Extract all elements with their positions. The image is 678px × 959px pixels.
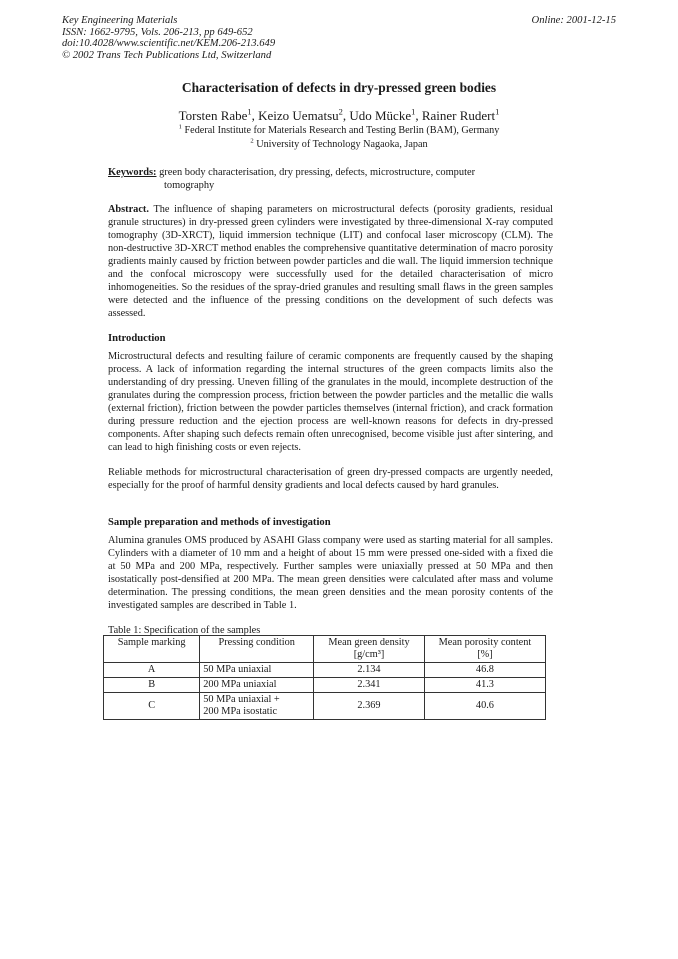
affiliation xyxy=(0,124,678,137)
header-porosity-label: Mean porosity content xyxy=(438,637,532,648)
author-name: Torsten Rabe xyxy=(178,108,248,123)
affiliation-mark: 2 xyxy=(250,137,254,145)
keywords-label: Keywords: xyxy=(108,167,157,178)
table-row xyxy=(104,678,546,693)
introduction-paragraph: Microstructural defects and resulting failure of ceramic components are frequently caused by the shaping process. A lack of information regarding the internal structures of the green compacts limits also the understanding of dry pressing. Uneven filling of the granulates in the mould, incomplete destruction of the granulates during the compression process, friction between the powder particles and the metallic die walls (external friction), friction between the powder particles themselves (internal friction), and crack formation during pressure reduction and the ejection process are well-known reasons for defects in dry-pressed components. After shaping such defects remain often unrecognised, become visible just after sintering, and can lead to high finishing costs or even rejects. xyxy=(108,351,553,453)
online-date: Online: 2001-12-15 xyxy=(531,15,616,26)
table-row xyxy=(104,693,546,720)
journal-name: Key Engineering Materials xyxy=(62,15,178,26)
cell-porosity: 41.3 xyxy=(424,678,545,693)
author-name: Keizo Uematsu xyxy=(258,108,339,123)
cell-pressing-condition-line: 50 MPa uniaxial + xyxy=(203,694,280,705)
header-density-unit: [g/cm³] xyxy=(353,649,385,660)
cell-sample-marking: C xyxy=(104,693,200,720)
copyright-line: © 2002 Trans Tech Publications Ltd, Switzerland xyxy=(62,49,272,61)
keywords-text-continued: tomography xyxy=(164,180,215,192)
table-header-row xyxy=(104,636,546,663)
paper-title: Characterisation of defects in dry-pressed green bodies xyxy=(181,80,497,95)
affiliation-mark: 1 xyxy=(178,123,182,131)
author-affil-mark: 1 xyxy=(411,106,416,117)
abstract xyxy=(108,204,553,321)
table-row xyxy=(104,663,546,678)
affiliation-text: Federal Institute for Materials Research and Testing Berlin (BAM), Germany xyxy=(184,125,500,136)
header-mean-green-density xyxy=(314,636,425,663)
cell-density: 2.134 xyxy=(314,663,425,678)
cell-porosity: 46.8 xyxy=(424,663,545,678)
cell-sample-marking: B xyxy=(104,678,200,693)
section-heading-introduction: Introduction xyxy=(108,333,166,344)
cell-pressing-condition xyxy=(200,693,314,720)
introduction-paragraph: Reliable methods for microstructural characterisation of green dry-pressed compacts are urgently needed, especially for the proof of harmful density gradients and local defects caused by hard granules. xyxy=(108,467,553,491)
affiliation xyxy=(0,138,678,151)
author-name: Udo Mücke xyxy=(349,108,412,123)
affiliation-text: University of Technology Nagaoka, Japan xyxy=(256,139,428,150)
sample-preparation-paragraph: Alumina granules OMS produced by ASAHI Glass company were used as starting material for all samples. Cylinders with a diameter of 10 mm and a height of about 15 mm were pressed one-sided with a fixed die at 50 MPa and 200 MPa, respectively. Further samples were uniaxially pressed at 50 MPa and then isostatically post-densified at 200 MPa. The mean green densities were calculated after mass and volume determination. The pressing conditions, the mean green densities and the mean porosity contents of the investigated samples are described in Table 1. xyxy=(108,535,553,611)
cell-pressing-condition-line: 200 MPa isostatic xyxy=(203,706,278,717)
keywords-text: green body characterisation, dry pressing, defects, microstructure, computer xyxy=(159,167,476,178)
section-heading-sample-preparation: Sample preparation and methods of investigation xyxy=(108,517,331,528)
author-affil-mark: 1 xyxy=(495,106,500,117)
keywords xyxy=(108,166,568,193)
table-caption: Table 1: Specification of the samples xyxy=(108,625,261,636)
cell-sample-marking: A xyxy=(104,663,200,678)
header-porosity-unit: [%] xyxy=(477,649,493,660)
specification-table xyxy=(103,635,546,720)
header-sample-marking: Sample marking xyxy=(104,636,200,663)
author-name: Rainer Rudert xyxy=(421,108,496,123)
cell-porosity: 40.6 xyxy=(424,693,545,720)
author-list: Torsten Rabe$^1$, Keizo Uematsu$^2$, Udo Mücke$^1$, Rainer Rudert$^1$ xyxy=(178,106,500,123)
cell-pressing-condition: 200 MPa uniaxial xyxy=(200,678,314,693)
author-affil-mark: 2 xyxy=(338,106,343,117)
author-affil-mark: 1 xyxy=(247,106,252,117)
doi-line[interactable]: doi:10.4028/www.scientific.net/KEM.206-213.649 xyxy=(62,38,276,50)
issn-line: ISSN: 1662-9795, Vols. 206-213, pp 649-652 xyxy=(62,26,253,38)
abstract-text: The influence of shaping parameters on microstructural defects (porosity gradients, residual granule structures) in dry-pressed green cylinders were investigated by three-dimensional X-ray computed tomography (3D-XRCT), liquid immersion technique (LIT) and confocal laser microscopy (CLM). The non-destructive 3D-XRCT method enables the comprehensive quantitative determination of macro porosity gradients mainly caused by friction between powder particles and die wall. The liquid immersion technique and the confocal microscopy were successfully used for the detailed characterisation of micro inhomogeneities. So the residues of the spray-dried granules and resulting small flaws in the green samples were detected and the influence of the pressing conditions on the development of such defects was assessed. xyxy=(108,204,554,319)
running-header xyxy=(62,15,275,61)
header-density-label: Mean green density xyxy=(328,637,410,648)
cell-density: 2.341 xyxy=(314,678,425,693)
abstract-label: Abstract. xyxy=(108,204,149,215)
header-mean-porosity xyxy=(424,636,545,663)
header-pressing-condition: Pressing condition xyxy=(200,636,314,663)
cell-density: 2.369 xyxy=(314,693,425,720)
cell-pressing-condition: 50 MPa uniaxial xyxy=(200,663,314,678)
